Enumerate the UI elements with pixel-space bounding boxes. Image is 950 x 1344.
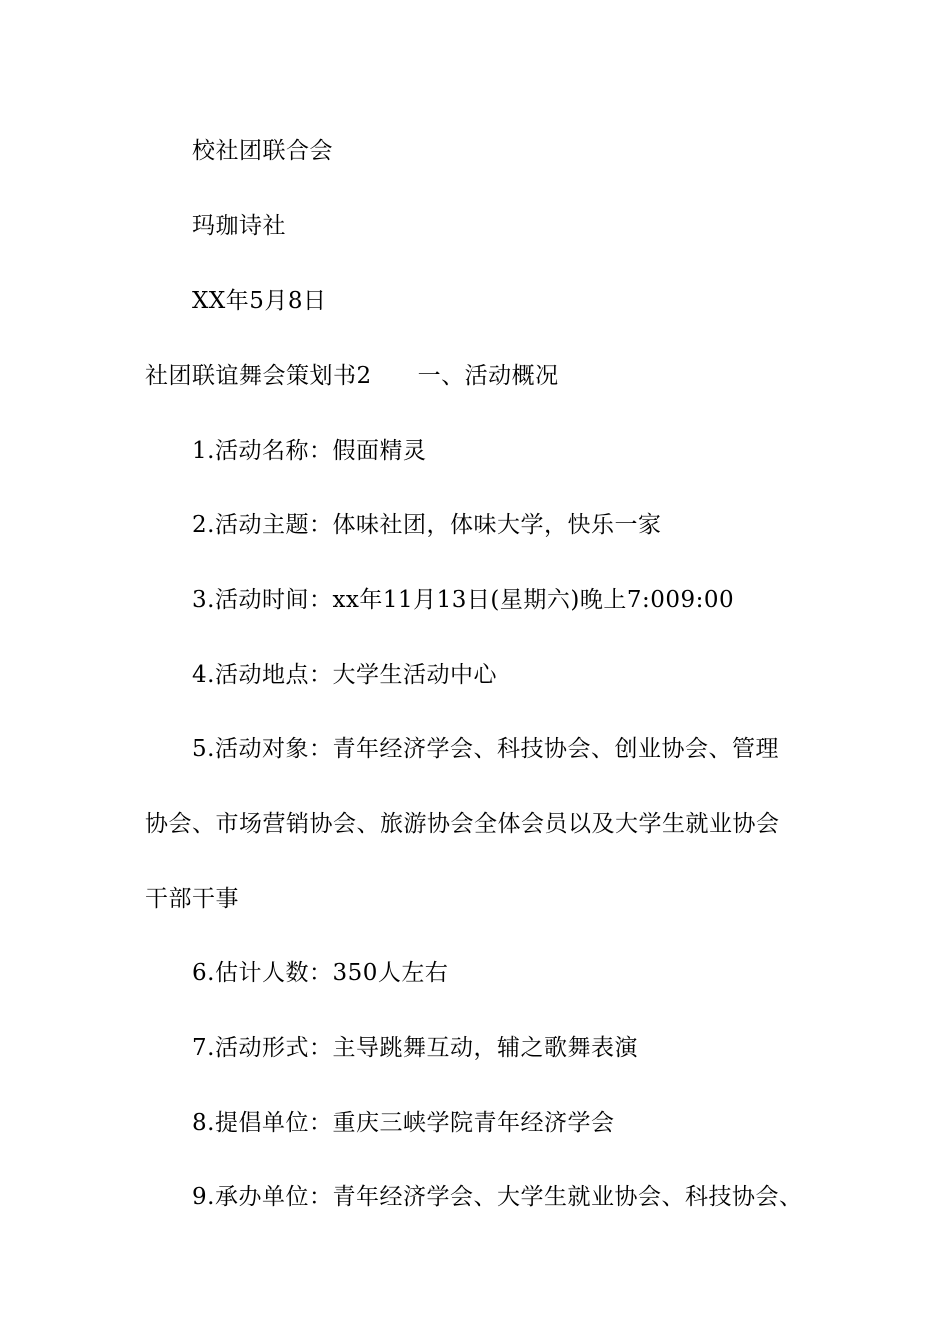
item-organizer: 9.承办单位：青年经济学会、大学生就业协会、科技协会、 [192, 1184, 803, 1210]
item-activity-theme: 2.活动主题：体味社团，体味大学，快乐一家 [192, 512, 662, 538]
item-sponsor: 8.提倡单位：重庆三峡学院青年经济学会 [192, 1110, 615, 1136]
item-activity-audience: 5.活动对象：青年经济学会、科技协会、创业协会、管理 [192, 736, 779, 762]
document-heading [145, 361, 559, 391]
signature-date: XX年5月8日 [192, 288, 327, 314]
item-estimated-count: 6.估计人数：350人左右 [192, 960, 449, 986]
item-activity-format: 7.活动形式：主导跳舞互动，辅之歌舞表演 [192, 1035, 638, 1061]
signature-club: 玛珈诗社 [192, 213, 286, 239]
section-heading: 一、活动概况 [417, 363, 559, 389]
item-activity-audience-cont-2: 干部干事 [145, 886, 239, 912]
item-activity-time: 3.活动时间：xx年11月13日(星期六)晚上7:009:00 [192, 587, 735, 613]
item-activity-audience-cont-1: 协会、市场营销协会、旅游协会全体会员以及大学生就业协会 [145, 811, 780, 837]
item-activity-name: 1.活动名称：假面精灵 [192, 438, 427, 464]
document-title: 社团联谊舞会策划书2 [145, 363, 372, 389]
item-activity-location: 4.活动地点：大学生活动中心 [192, 662, 497, 688]
signature-org: 校社团联合会 [192, 138, 333, 164]
